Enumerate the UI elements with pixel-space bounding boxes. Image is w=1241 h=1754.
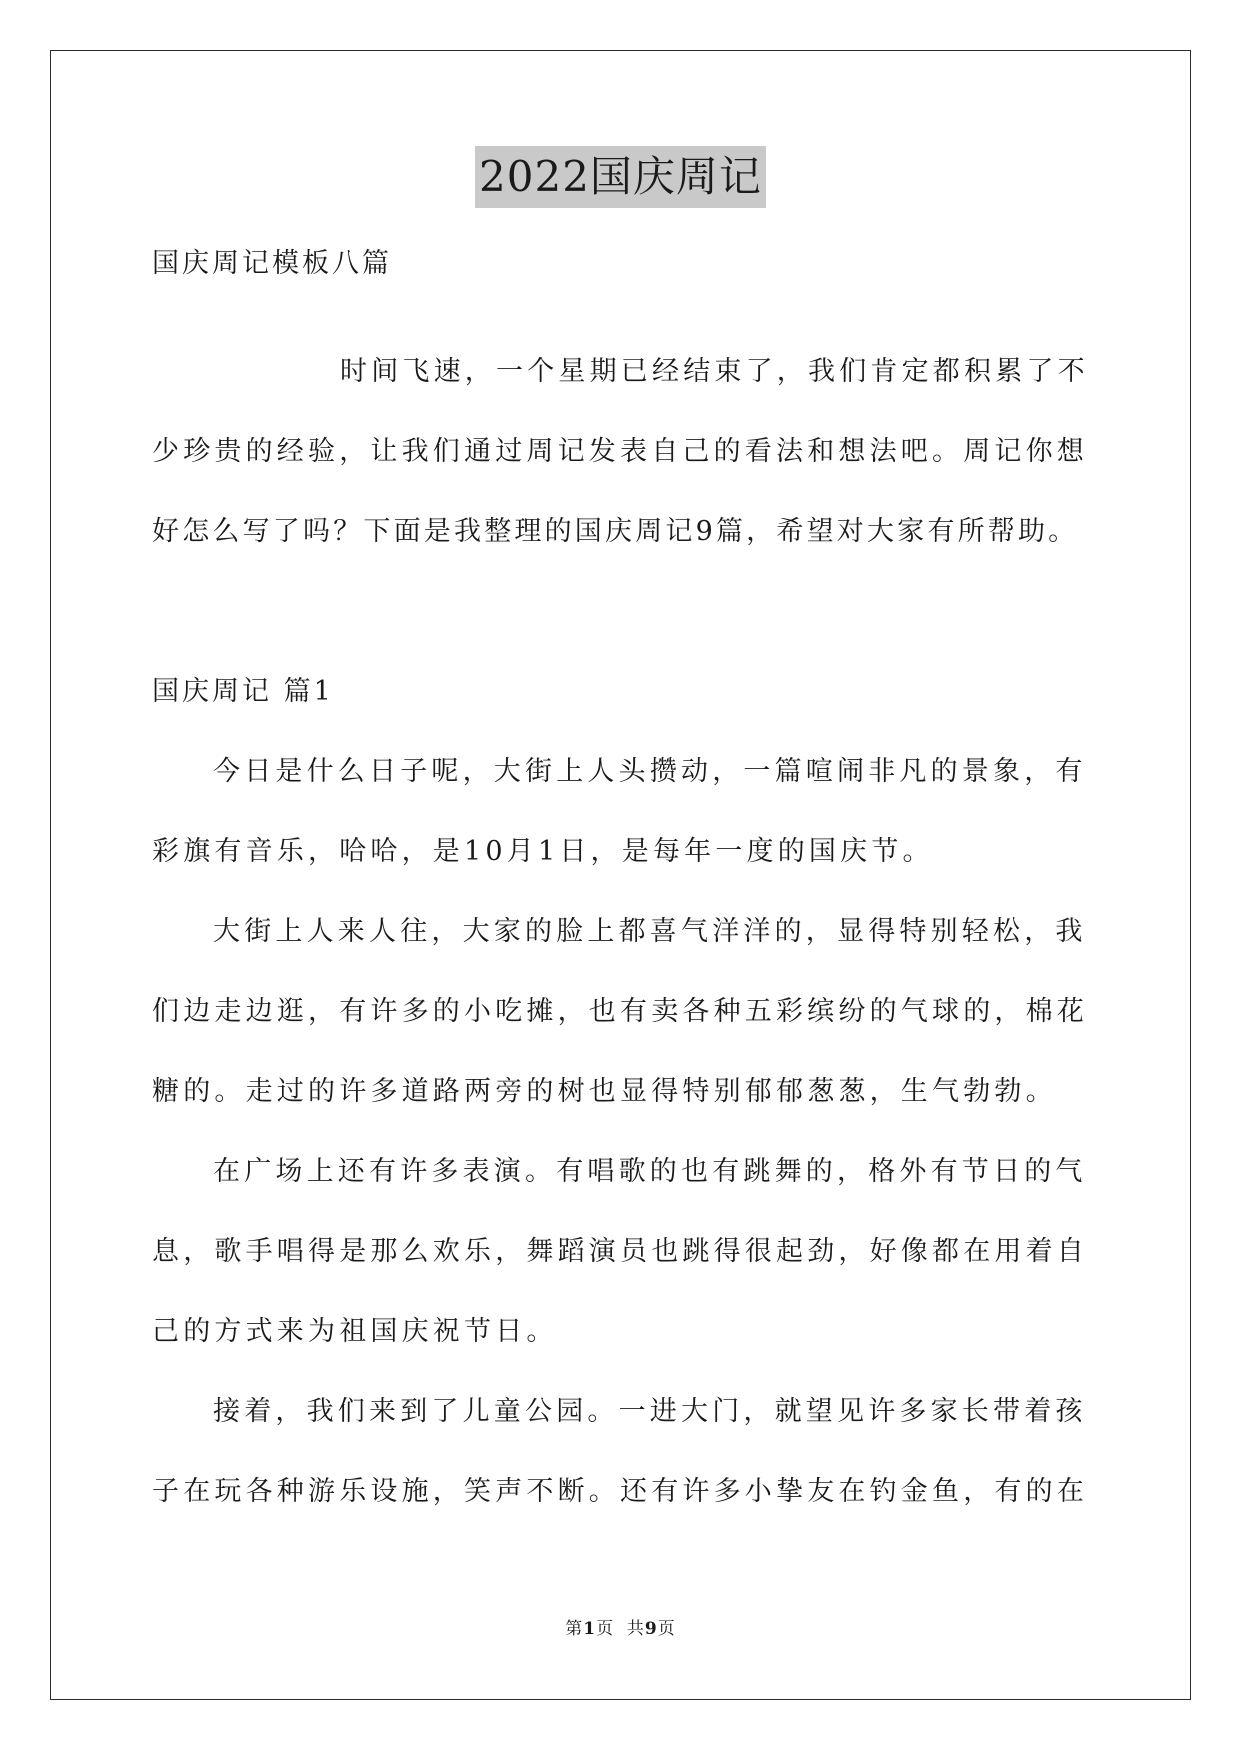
body-line-10: 子在玩各种游乐设施，笑声不断。还有许多小挚友在钓金鱼，有的在 [152, 1476, 1088, 1507]
page-footer [0, 1617, 1241, 1641]
body-line-5: 糖的。走过的许多道路两旁的树也显得特别郁郁葱葱，生气勃勃。 [152, 1076, 1057, 1107]
document-title-container [0, 146, 1241, 208]
body-line-7: 息，歌手唱得是那么欢乐，舞蹈演员也跳得很起劲，好像都在用着自 [152, 1236, 1088, 1267]
footer-page-mid: 页 共 [596, 1619, 645, 1639]
page-border [50, 50, 1191, 1700]
footer-page-prefix: 第 [565, 1619, 584, 1639]
intro-line-1: 时间飞速，一个星期已经结束了，我们肯定都积累了不 [340, 356, 1089, 387]
intro-line-2: 少珍贵的经验，让我们通过周记发表自己的看法和想法吧。周记你想 [152, 436, 1088, 467]
body-line-8: 己的方式来为祖国庆祝节日。 [152, 1316, 558, 1347]
section-heading: 国庆周记 篇1 [152, 676, 334, 707]
body-line-6: 在广场上还有许多表演。有唱歌的也有跳舞的，格外有节日的气 [213, 1156, 1087, 1187]
body-line-1: 今日是什么日子呢，大街上人头攒动，一篇喧闹非凡的景象，有 [213, 756, 1087, 787]
body-line-4: 们边走边逛，有许多的小吃摊，也有卖各种五彩缤纷的气球的，棉花 [152, 996, 1088, 1027]
body-line-9: 接着，我们来到了儿童公园。一进大门，就望见许多家长带着孩 [213, 1396, 1087, 1427]
intro-line-3: 好怎么写了吗？下面是我整理的国庆周记9篇，希望对大家有所帮助。 [152, 516, 1079, 547]
document-subtitle: 国庆周记模板八篇 [152, 248, 392, 279]
body-line-3: 大街上人来人往，大家的脸上都喜气洋洋的，显得特别轻松，我 [213, 916, 1087, 947]
footer-page-total: 9 [644, 1619, 658, 1639]
body-line-2: 彩旗有音乐，哈哈，是10月1日，是每年一度的国庆节。 [152, 836, 934, 867]
footer-page-current: 1 [583, 1619, 597, 1639]
document-title: 2022国庆周记 [475, 146, 766, 208]
footer-page-suffix: 页 [657, 1619, 676, 1639]
